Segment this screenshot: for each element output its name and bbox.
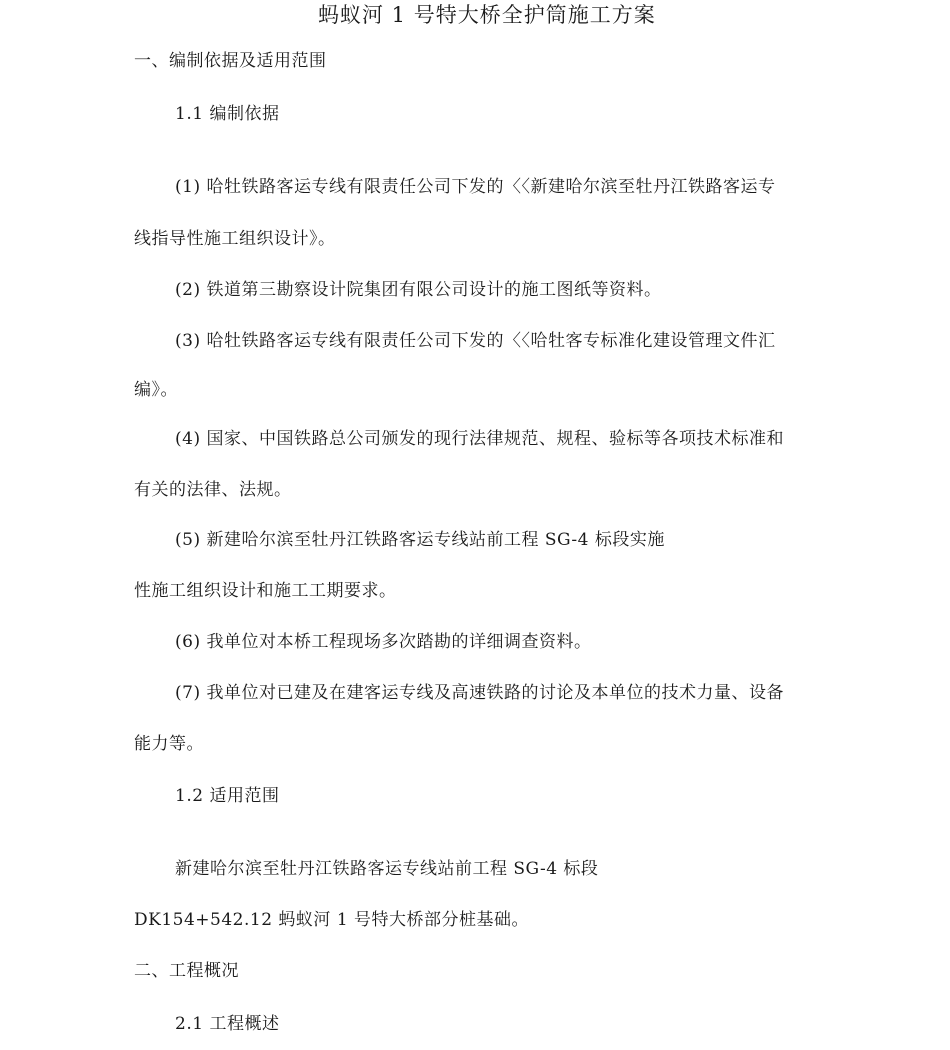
paragraph-item-7-line-2: 能力等。 xyxy=(134,734,204,754)
paragraph-item-1-line-1: (1) 哈牡铁路客运专线有限责任公司下发的〈〈新建哈尔滨至牡丹江铁路客运专 xyxy=(175,177,776,197)
paragraph-item-4-line-2: 有关的法律、法规。 xyxy=(134,480,292,500)
subsection-heading-1-1: 1.1 编制依据 xyxy=(175,104,280,124)
paragraph-item-5-line-2: 性施工组织设计和施工工期要求。 xyxy=(134,581,397,601)
paragraph-item-6-line-1: (6) 我单位对本桥工程现场多次踏勘的详细调查资料。 xyxy=(175,632,592,652)
paragraph-item-2-line-1: (2) 铁道第三勘察设计院集团有限公司设计的施工图纸等资料。 xyxy=(175,280,662,300)
paragraph-item-7-line-1: (7) 我单位对已建及在建客运专线及高速铁路的讨论及本单位的技术力量、设备 xyxy=(175,683,784,703)
subsection-heading-2-1: 2.1 工程概述 xyxy=(175,1014,280,1034)
document-title: 蚂蚁河 1 号特大桥全护筒施工方案 xyxy=(318,3,656,27)
paragraph-item-3-line-2: 编》。 xyxy=(134,380,178,400)
scope-line-2: DK154+542.12 蚂蚁河 1 号特大桥部分桩基础。 xyxy=(134,910,530,930)
paragraph-item-5-line-1: (5) 新建哈尔滨至牡丹江铁路客运专线站前工程 SG-4 标段实施 xyxy=(175,530,665,550)
section-heading-1: 一、编制依据及适用范围 xyxy=(134,51,327,71)
subsection-heading-1-2: 1.2 适用范围 xyxy=(175,786,280,806)
scope-line-1: 新建哈尔滨至牡丹江铁路客运专线站前工程 SG-4 标段 xyxy=(175,859,599,879)
paragraph-item-1-line-2: 线指导性施工组织设计》。 xyxy=(134,229,336,249)
paragraph-item-4-line-1: (4) 国家、中国铁路总公司颁发的现行法律规范、规程、验标等各项技术标准和 xyxy=(175,429,784,449)
paragraph-item-3-line-1: (3) 哈牡铁路客运专线有限责任公司下发的〈〈哈牡客专标准化建设管理文件汇 xyxy=(175,331,776,351)
section-heading-2: 二、工程概况 xyxy=(134,961,239,981)
